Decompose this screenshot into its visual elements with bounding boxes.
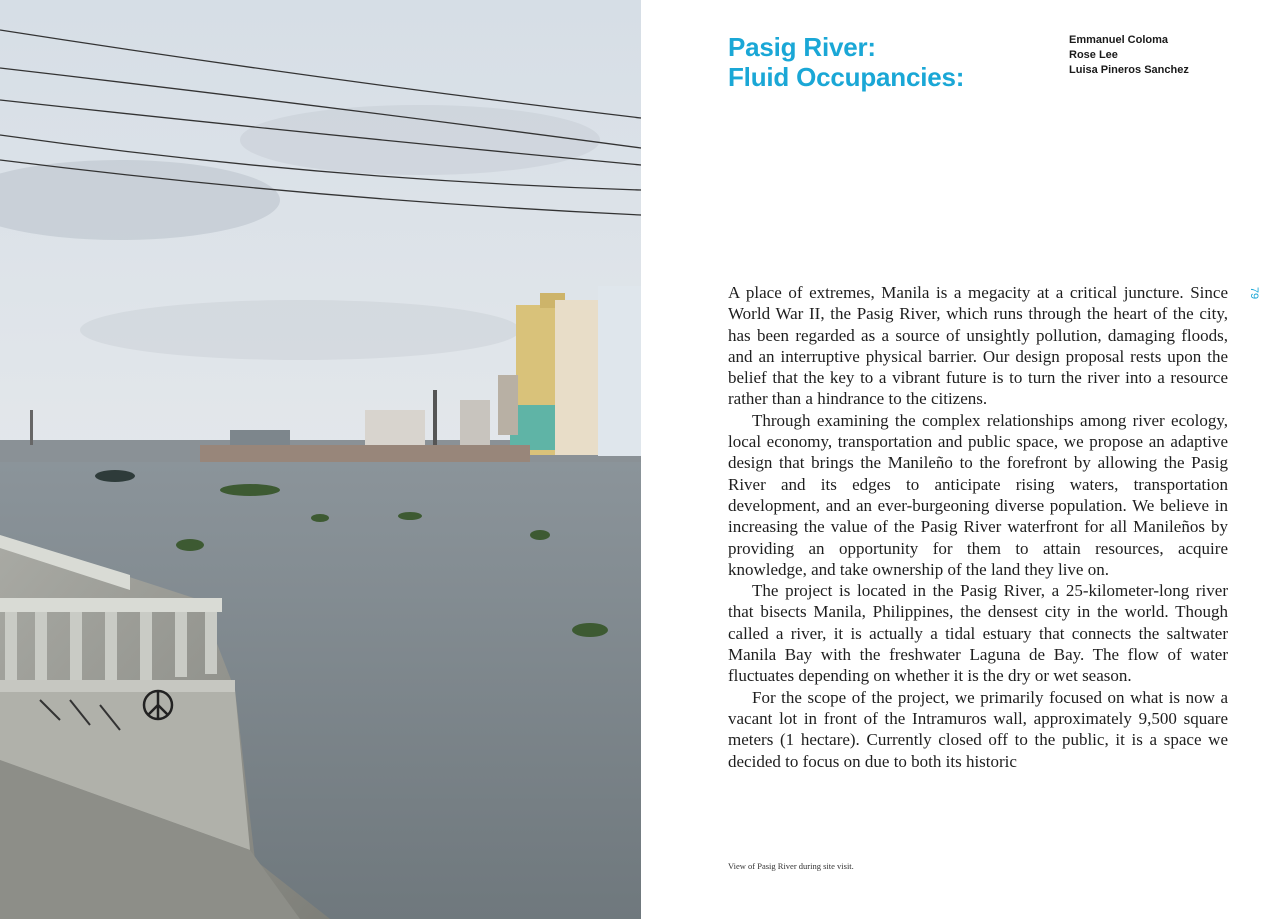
title-line-2: Fluid Occupancies:	[728, 62, 965, 92]
page-title	[728, 32, 964, 92]
body-paragraph: The project is located in the Pasig River, a 25-kilometer-long river that bisects Manila, Philippines, the densest city in the world. Though called a river, it is actually a tidal estuary that connects the saltwater Manila Bay with the freshwater Laguna de Bay. The flow of water fluctuates depending on whether it is the dry or wet season.	[728, 581, 1228, 686]
author-name: Emmanuel Coloma	[1069, 34, 1169, 46]
photo-caption: View of Pasig River during site visit.	[728, 861, 854, 871]
author-name: Rose Lee	[1069, 49, 1118, 61]
body-paragraph: For the scope of the project, we primarily focused on what is now a vacant lot in front of the Intramuros wall, approximately 9,500 square meters (1 hectare). Currently closed off to the public, it is a space we decided to focus on due to both its historic	[728, 687, 1228, 771]
body-paragraph: A place of extremes, Manila is a megacity at a critical juncture. Since World War II, the Pasig River, which runs through the heart of the city, has been regarded as a source of unsightly pollution, damaging floods, and an interruptive physical barrier. Our design proposal rests upon the belief that the key to a vibrant future is to turn the river into a resource rather than a hindrance to the citizens.	[728, 283, 1228, 409]
author-name: Luisa Pineros Sanchez	[1069, 64, 1189, 76]
title-line-1: Pasig River:	[728, 32, 876, 62]
body-text	[728, 282, 1228, 772]
author-list	[1069, 33, 1189, 78]
page-number: 79	[1248, 286, 1260, 300]
body-paragraph: Through examining the complex relationships among river ecology, local economy, transportation and public space, we propose an adaptive design that brings the Manileño to the forefront by allowing the Pasig River and its edges to anticipate rising waters, transportation development, and an ever-burgeoning diverse population. We believe in increasing the value of the Pasig River waterfront for all Manileños by providing an opportunity for them to attain resources, acquire knowledge, and take ownership of the land they live on.	[728, 410, 1228, 579]
